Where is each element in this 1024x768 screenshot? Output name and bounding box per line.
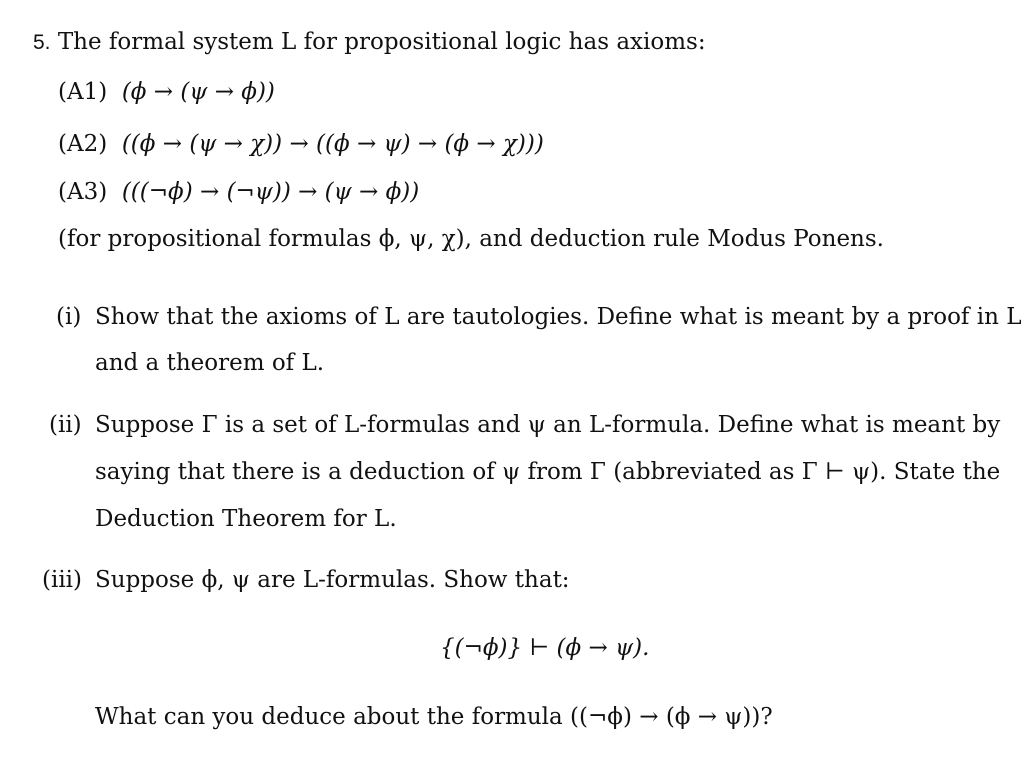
part-ii-line-3: Deduction Theorem for L. [95,506,397,532]
axiom-formula: (((¬ϕ) → (¬ψ)) → (ψ → ϕ)) [121,179,420,205]
axiom-formula: ((ϕ → (ψ → χ)) → ((ϕ → ψ) → (ϕ → χ))) [121,131,544,157]
part-ii-line-2: saying that there is a deduction of ψ from Γ (abbreviated as Γ ⊢ ψ). State the [95,459,1001,485]
part-i-label: (i) [56,304,82,330]
part-ii-line-1: Suppose Γ is a set of L-formulas and ψ an L-formula. Define what is meant by [95,412,1001,438]
axiom-label: (A1) [58,79,108,105]
question-number: 5. [33,31,51,54]
axiom-a1 [58,78,275,106]
part-i-line-2: and a theorem of L. [95,350,325,376]
part-iii-display-formula: {(¬ϕ)} ⊢ (ϕ → ψ). [440,635,650,661]
question-intro: The formal system L for propositional logic has axioms: [57,29,706,55]
part-iii-line-1: Suppose ϕ, ψ are L-formulas. Show that: [95,567,570,593]
axiom-a3 [58,178,419,206]
axioms-note: (for propositional formulas ϕ, ψ, χ), and deduction rule Modus Ponens. [58,226,884,252]
part-ii-label: (ii) [49,412,82,438]
part-iii-line-3: What can you deduce about the formula ((¬ϕ) → (ϕ → ψ))? [95,704,773,730]
question-header [33,28,706,57]
axiom-formula: (ϕ → (ψ → ϕ)) [121,79,275,105]
part-iii-label: (iii) [42,567,83,593]
axiom-label: (A2) [58,131,108,157]
axiom-label: (A3) [58,179,108,205]
axiom-a2 [58,130,544,158]
part-i-line-1: Show that the axioms of L are tautologies. Define what is meant by a proof in L [95,304,1022,330]
